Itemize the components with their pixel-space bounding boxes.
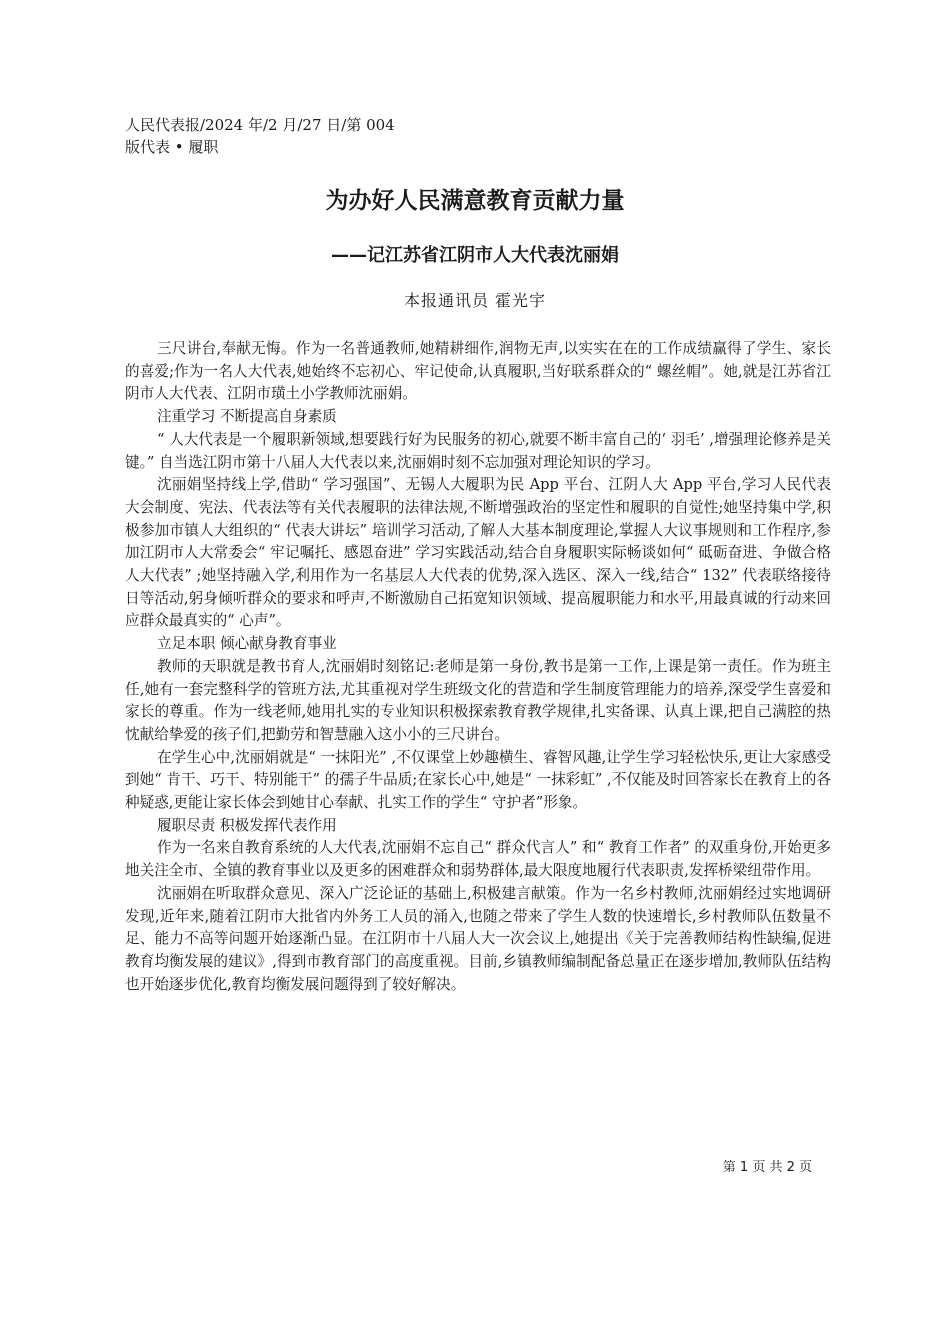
paragraph: 教师的天职就是教书育人,沈丽娟时刻铭记:老师是第一身份,教书是第一工作,上课是第一责任。作为班主任,她有一套完整科学的管班方法,尤其重视对学生班级文化的营造和学生制度管理能力的培养,深受学生喜爱和家长的尊重。作为一线老师,她用扎实的专业知识积极探索教育教学规律,扎实备课、认真上课,把自己满腔的热忱献给挚爱的孩子们,把勤劳和智慧融入这小小的三尺讲台。	[125, 657, 831, 743]
paragraph: 沈丽娟在听取群众意见、深入广泛论证的基础上,积极建言献策。作为一名乡村教师,沈丽娟经过实地调研发现,近年来,随着江阴市大批省内外务工人员的涌入,也随之带来了学生人数的快速增长,乡村教师队伍数量不足、能力不高等问题开始逐渐凸显。在江阴市十八届人大一次会议上,她提出《关于完善教师结构性缺编,促进教育均衡发展的建议》,得到市教育部门的高度重视。目前,乡镇教师编制配备总量正在逐步增加,教师队伍结构也开始逐步优化,教育均衡发展问题得到了较好解决。	[125, 884, 831, 993]
paragraph: 在学生心中,沈丽娟就是“ 一抹阳光” ,不仅课堂上妙趣横生、睿智风趣,让学生学习轻松快乐,更让大家感受到她“ 肯干、巧干、特别能干” 的孺子牛品质;在家长心中,她是“ 一抹彩虹” ,不仅能及时回答家长在教育上的各种疑惑,更能让家长体会到她甘心奉献、扎实工作的学生“ 守护者”形象。	[125, 748, 831, 812]
section-line: 版代表 • 履职	[125, 138, 219, 156]
section-heading: 注重学习 不断提高自身素质	[157, 408, 337, 426]
section-heading: 立足本职 倾心献身教育事业	[157, 635, 337, 653]
article-body	[125, 338, 831, 996]
article-subtitle: ——记江苏省江阴市人大代表沈丽娟	[331, 245, 619, 266]
publication-info	[125, 114, 395, 158]
article-byline: 本报通讯员 霍光宇	[403, 291, 547, 310]
article-title: 为办好人民满意教育贡献力量	[325, 188, 625, 214]
page-indicator: 第 1 页 共 2 页	[722, 1160, 812, 1175]
paragraph: 沈丽娟坚持线上学,借助“ 学习强国”、无锡人大履职为民 App 平台、江阴人大 App 平台,学习人民代表大会制度、宪法、代表法等有关代表履职的法律法规,不断增强政治的坚定性和履职的自觉性;她坚持集中学,积极参加市镇人大组织的“ 代表大讲坛” 培训学习活动,了解人大基本制度理论,掌握人大议事规则和工作程序,参加江阴市人大常委会“ 牢记嘱托、感恩奋进” 学习实践活动,结合自身履职实际畅谈如何“ 砥砺奋进、争做合格人大代表” ;她坚持融入学,利用作为一名基层人大代表的优势,深入选区、深入一线,结合“ 132” 代表联络接待日等活动,躬身倾听群众的要求和呼声,不断激励自己拓宽知识领域、提高履职能力和水平,用最真诚的行动来回应群众最真实的“ 心声”。	[125, 476, 831, 630]
section-heading: 履职尽责 积极发挥代表作用	[157, 816, 337, 834]
paragraph-intro: 三尺讲台,奉献无悔。作为一名普通教师,她精耕细作,润物无声,以实实在在的工作成绩赢得了学生、家长的喜爱;作为一名人大代表,她始终不忘初心、牢记使命,认真履职,当好联系群众的“ 螺丝帽”。她,就是江苏省江阴市人大代表、江阴市璜土小学教师沈丽娟。	[125, 340, 831, 403]
source-line: 人民代表报/2024 年/2 月/27 日/第 004	[125, 116, 395, 134]
paragraph: “ 人大代表是一个履职新领域,想要践行好为民服务的初心,就要不断丰富自己的‘ 羽毛’ ,增强理论修养是关键。” 自当选江阴市第十八届人大代表以来,沈丽娟时刻不忘加强对理论知识的学习。	[125, 430, 831, 471]
paragraph: 作为一名来自教育系统的人大代表,沈丽娟不忘自己“ 群众代言人” 和“ 教育工作者” 的双重身份,开始更多地关注全市、全镇的教育事业以及更多的困难群众和弱势群体,最大限度地履行代表职责,发挥桥梁纽带作用。	[125, 839, 831, 880]
